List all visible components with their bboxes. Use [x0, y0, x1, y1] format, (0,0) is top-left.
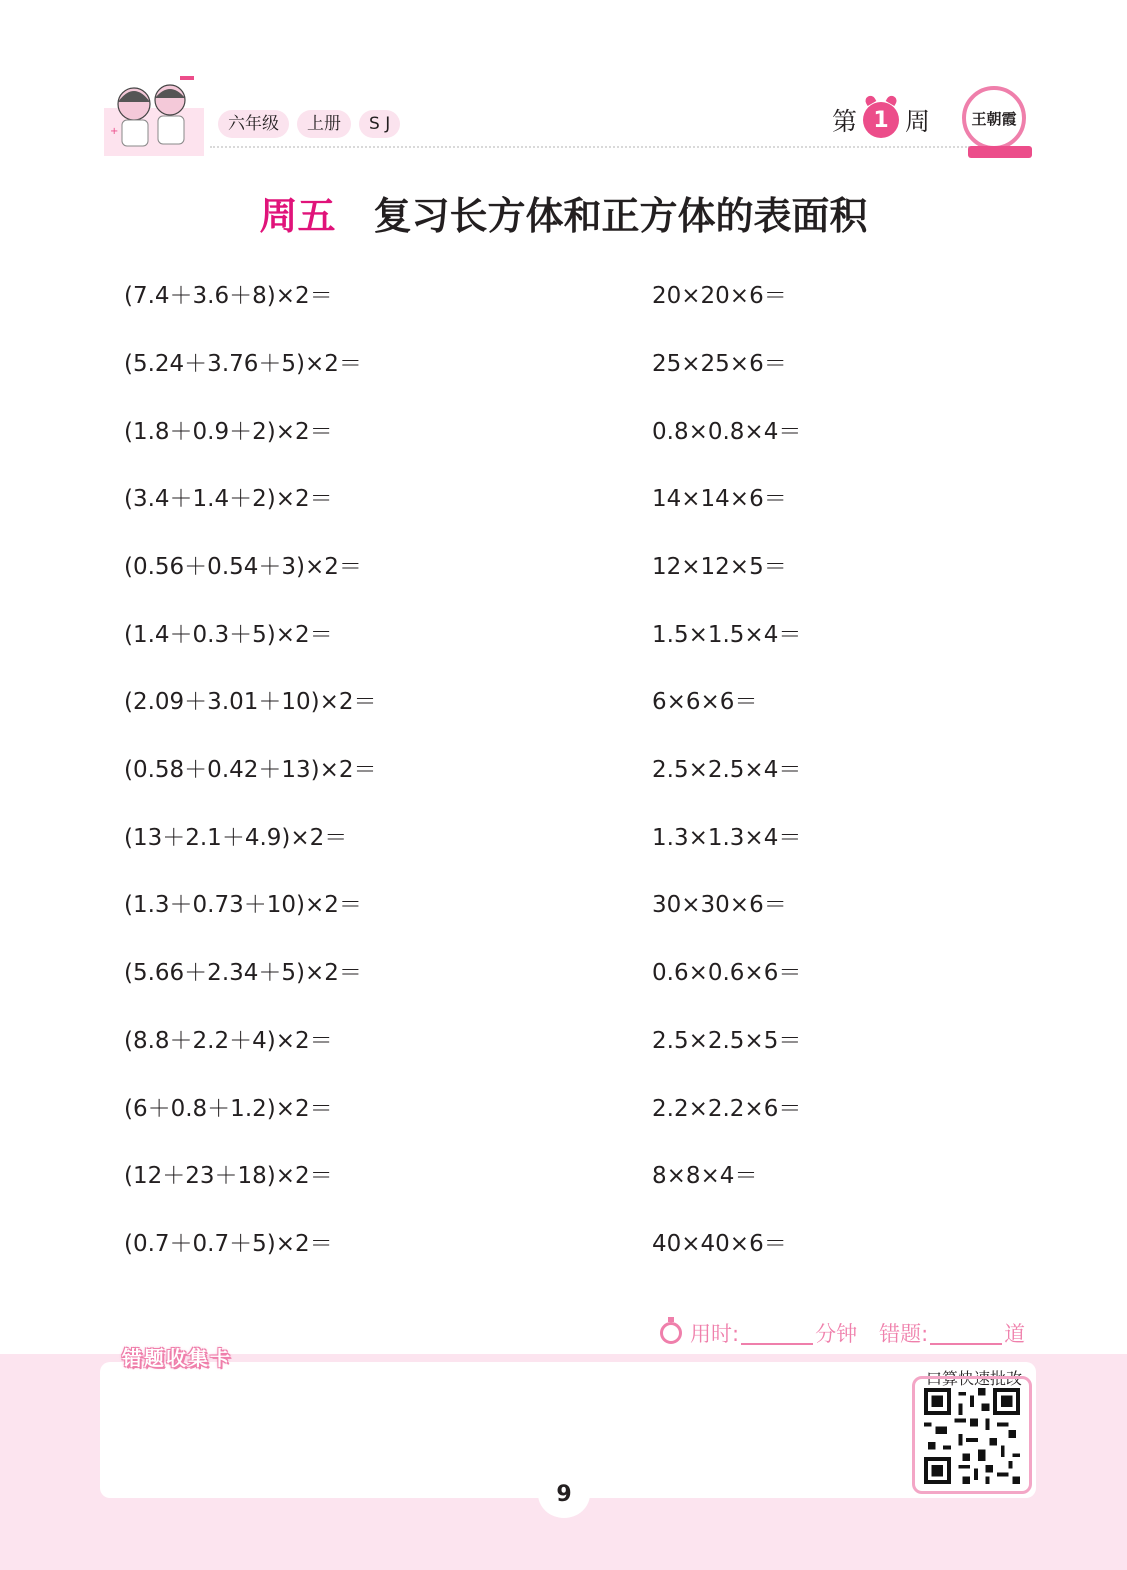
problem-right-1: 20×20×6＝	[652, 283, 787, 309]
time-blank[interactable]	[741, 1321, 813, 1345]
qr-caption: 口算快速批改	[926, 1369, 1023, 1388]
problem-left-2: (5.24＋3.76＋5)×2＝	[124, 351, 362, 377]
week-label	[832, 100, 930, 140]
page-title	[0, 185, 1127, 240]
problem-right-9: 1.3×1.3×4＝	[652, 825, 802, 851]
children-illustration	[104, 68, 204, 156]
problem-left-14: (12＋23＋18)×2＝	[124, 1163, 333, 1189]
week-prefix: 第	[832, 107, 858, 136]
week-number-badge: 1	[863, 102, 899, 138]
brand-ring	[962, 86, 1026, 150]
problem-left-12: (8.8＋2.2＋4)×2＝	[124, 1028, 333, 1054]
problem-right-7: 6×6×6＝	[652, 689, 758, 715]
problem-left-9: (13＋2.1＋4.9)×2＝	[124, 825, 348, 851]
header-divider	[210, 146, 970, 148]
problem-left-3: (1.8＋0.9＋2)×2＝	[124, 419, 333, 445]
grade-tags	[218, 110, 400, 138]
svg-text:+: +	[110, 126, 119, 137]
time-label: 用时:	[690, 1322, 740, 1346]
stopwatch-icon	[660, 1322, 682, 1344]
week-suffix: 周	[905, 107, 931, 136]
problem-right-5: 12×12×5＝	[652, 554, 787, 580]
problem-left-15: (0.7＋0.7＋5)×2＝	[124, 1231, 333, 1257]
brand-logo	[958, 80, 1034, 162]
problem-left-4: (3.4＋1.4＋2)×2＝	[124, 486, 333, 512]
problem-right-8: 2.5×2.5×4＝	[652, 757, 802, 783]
problem-right-13: 2.2×2.2×6＝	[652, 1096, 802, 1122]
problem-right-12: 2.5×2.5×5＝	[652, 1028, 802, 1054]
title-day: 周五	[259, 194, 336, 238]
problem-right-2: 25×25×6＝	[652, 351, 787, 377]
edition-tag: S J	[359, 110, 400, 138]
page-number: 9	[556, 1482, 572, 1507]
brand-name: 王朝霞	[971, 109, 1017, 128]
errors-blank[interactable]	[930, 1321, 1002, 1345]
problem-left-6: (1.4＋0.3＋5)×2＝	[124, 622, 333, 648]
grade-tag: 六年级	[218, 110, 289, 138]
volume-tag: 上册	[297, 110, 351, 138]
problem-left-13: (6＋0.8＋1.2)×2＝	[124, 1096, 333, 1122]
errors-label: 错题:	[879, 1322, 929, 1346]
problem-left-1: (7.4＋3.6＋8)×2＝	[124, 283, 333, 309]
problem-right-15: 40×40×6＝	[652, 1231, 787, 1257]
problem-left-11: (5.66＋2.34＋5)×2＝	[124, 960, 362, 986]
problem-right-10: 30×30×6＝	[652, 892, 787, 918]
problem-right-6: 1.5×1.5×4＝	[652, 622, 802, 648]
problem-right-11: 0.6×0.6×6＝	[652, 960, 802, 986]
problem-left-7: (2.09＋3.01＋10)×2＝	[124, 689, 377, 715]
error-card-label: 错题收集卡	[122, 1346, 232, 1370]
problem-left-5: (0.56＋0.54＋3)×2＝	[124, 554, 362, 580]
stats-line	[660, 1318, 1025, 1348]
brand-ribbon	[968, 146, 1032, 158]
problem-left-8: (0.58＋0.42＋13)×2＝	[124, 757, 377, 783]
problem-left-10: (1.3＋0.73＋10)×2＝	[124, 892, 362, 918]
problem-right-14: 8×8×4＝	[652, 1163, 758, 1189]
title-text: 复习长方体和正方体的表面积	[373, 194, 868, 238]
qr-code-icon[interactable]	[922, 1388, 1022, 1484]
time-unit: 分钟	[815, 1322, 858, 1346]
problem-right-3: 0.8×0.8×4＝	[652, 419, 802, 445]
problem-right-4: 14×14×6＝	[652, 486, 787, 512]
errors-unit: 道	[1004, 1322, 1026, 1346]
